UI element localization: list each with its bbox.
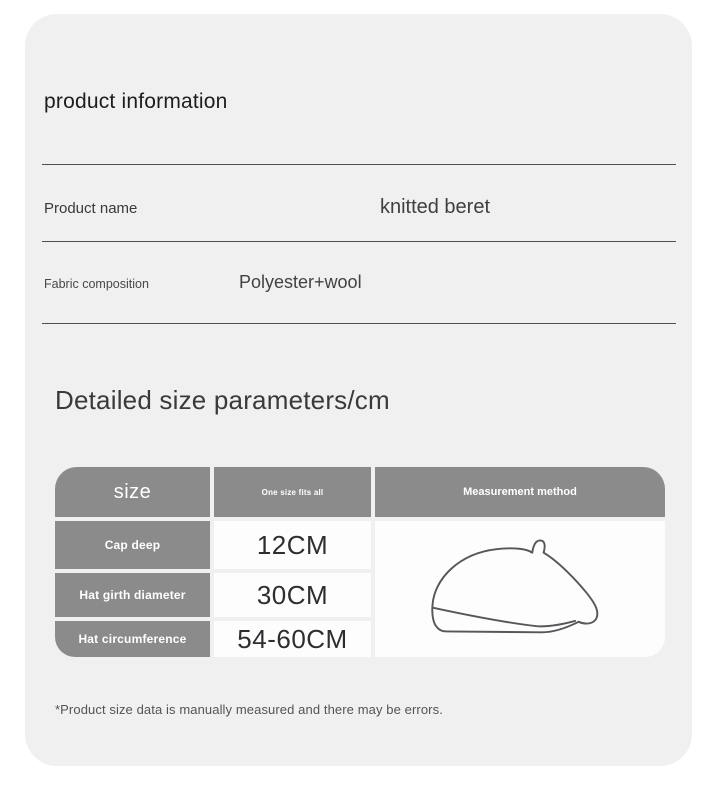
size-table-header-size: size: [55, 467, 210, 517]
table-row-value-hat-girth-diameter: 30CM: [214, 573, 371, 617]
divider: [42, 323, 676, 324]
size-table-header-measurement-method: Measurement method: [375, 467, 665, 517]
product-name-value: knitted beret: [379, 196, 491, 218]
fabric-composition-label: Fabric composition: [44, 277, 149, 291]
divider: [42, 241, 676, 242]
table-row-label-hat-circumference: Hat circumference: [55, 621, 210, 657]
size-parameters-title: Detailed size parameters/cm: [55, 385, 390, 415]
beret-illustration-icon: [415, 537, 625, 641]
table-row-value-cap-deep: 12CM: [214, 521, 371, 569]
measurement-disclaimer: *Product size data is manually measured and there may be errors.: [55, 702, 443, 717]
fabric-composition-value: Polyester+wool: [239, 272, 362, 292]
page-title: product information: [44, 90, 228, 113]
size-table-header-one-size: One size fits all: [214, 467, 371, 517]
table-row-value-hat-circumference: 54-60CM: [214, 621, 371, 657]
size-table: [55, 467, 665, 657]
measurement-illustration-cell: [375, 521, 665, 657]
table-row-label-cap-deep: Cap deep: [55, 521, 210, 569]
divider: [42, 164, 676, 165]
table-row-label-hat-girth-diameter: Hat girth diameter: [55, 573, 210, 617]
product-name-label: Product name: [44, 200, 138, 217]
info-card: [25, 14, 692, 766]
